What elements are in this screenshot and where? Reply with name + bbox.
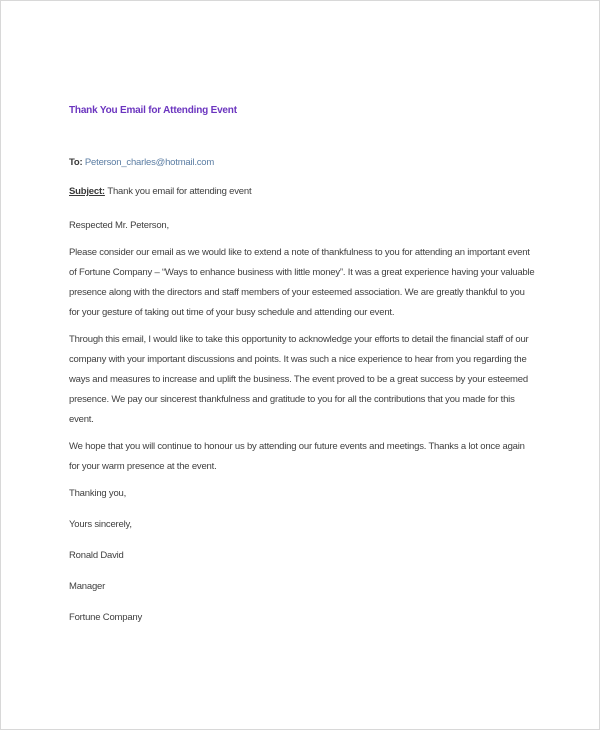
- letter-title: Thank You Email for Attending Event: [69, 105, 237, 116]
- sender-name: Ronald David: [69, 550, 124, 561]
- to-label: To:: [69, 157, 83, 168]
- paragraph-2: Through this email, I would like to take this opportunity to acknowledge your efforts to detail the financial staff of our company with your important discussions and points. It was such a nice experience to hear from you regarding the ways and measures to increase and uplift the business. The event proved to be a great success by your esteemed presence. We pay our sincerest thankfulness and gratitude to you for all the contributions that you made for this event.: [69, 334, 529, 425]
- closing-sincerely: Yours sincerely,: [69, 519, 132, 530]
- sender-company: Fortune Company: [69, 612, 143, 623]
- recipient-email-link[interactable]: Peterson_charles@hotmail.com: [84, 157, 215, 168]
- paragraph-3: We hope that you will continue to honour us by attending our future events and meetings. Thanks a lot once again for your warm presence at the event.: [69, 441, 525, 472]
- closing-thanking: Thanking you,: [69, 488, 127, 499]
- to-line: [69, 153, 535, 173]
- subject-line: [69, 182, 535, 202]
- salutation: Respected Mr. Peterson,: [69, 220, 169, 231]
- subject-label: Subject:: [69, 186, 105, 197]
- subject-text: Thank you email for attending event: [107, 186, 252, 197]
- sender-role: Manager: [69, 581, 106, 592]
- paragraph-1: Please consider our email as we would like to extend a note of thankfulness to you for attending an important event of Fortune Company – “Ways to enhance business with little money”. It was a great experience having your valuable presence along with the directors and staff members of your esteemed association. We are greatly thankful to you for your gesture of taking out time of your busy schedule and attending our event.: [69, 247, 535, 318]
